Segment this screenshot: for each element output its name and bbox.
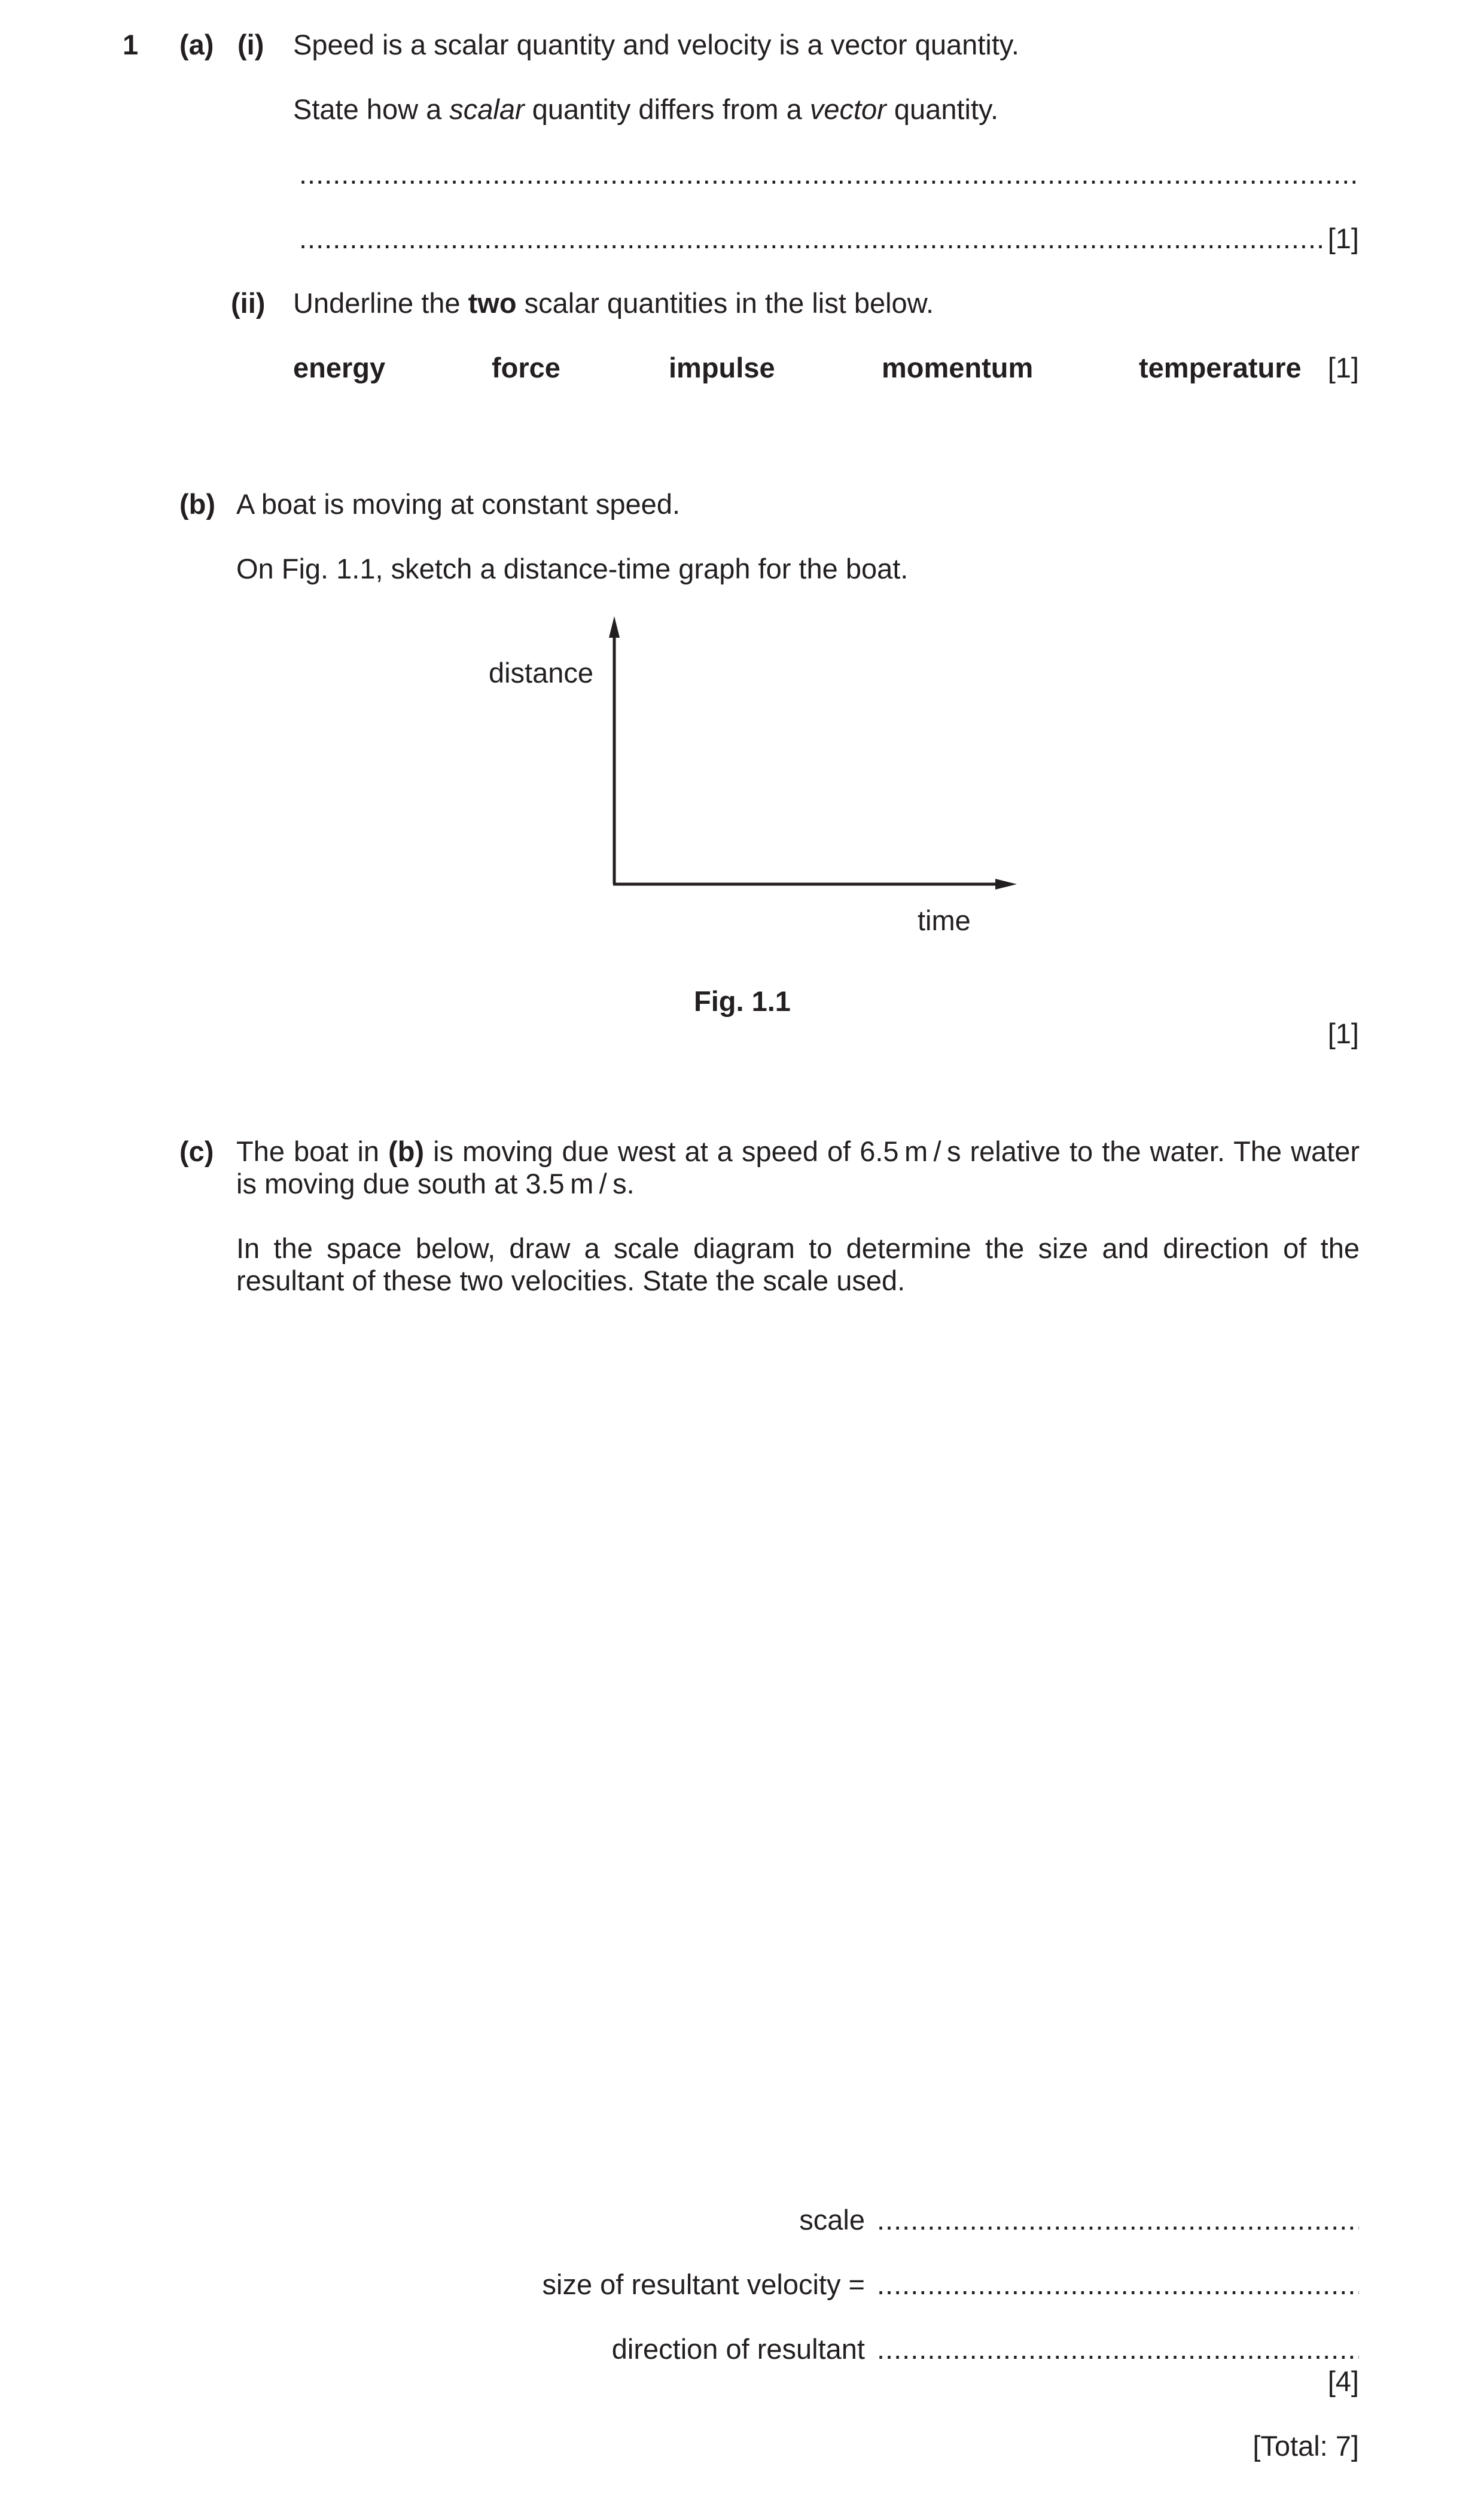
part-c-paragraph-1: The boat in (b) is moving due west at a speed of 6.5 m / s relative to the water. The water is moving due south at 3.5 m / s. bbox=[236, 1135, 1360, 1200]
option-energy[interactable]: energy bbox=[293, 352, 386, 383]
figure-caption: Fig. 1.1 bbox=[694, 985, 791, 1017]
question-number: 1 bbox=[123, 29, 139, 60]
total-marks: [Total: 7] bbox=[1253, 2430, 1359, 2462]
resultant-direction-answer-line[interactable] bbox=[877, 2333, 1359, 2365]
scale-diagram-space[interactable] bbox=[236, 1328, 1360, 2178]
graph-x-label: time bbox=[918, 905, 971, 936]
graph-y-axis bbox=[609, 616, 620, 884]
answer-line-1[interactable] bbox=[299, 158, 1359, 190]
scale-label: scale bbox=[799, 2204, 865, 2236]
part-c-marks: [4] bbox=[1327, 2365, 1359, 2397]
part-a-label: (a) bbox=[179, 29, 214, 60]
option-force[interactable]: force bbox=[492, 352, 560, 383]
part-a-ii-marks: [1] bbox=[1327, 352, 1359, 383]
resultant-size-answer-line[interactable] bbox=[877, 2268, 1359, 2301]
part-b-line1: A boat is moving at constant speed. bbox=[236, 488, 681, 520]
part-a-i-marks: [1] bbox=[1327, 223, 1359, 254]
part-a-ii-instruction: Underline the two scalar quantities in the list below. bbox=[293, 287, 934, 319]
graph-x-axis bbox=[613, 879, 1017, 890]
y-axis-arrowhead-icon bbox=[609, 616, 620, 638]
option-temperature[interactable]: temperature bbox=[1139, 352, 1302, 383]
part-a-i-label: (i) bbox=[237, 29, 264, 60]
part-a-i-statement: Speed is a scalar quantity and velocity is a vector quantity. bbox=[293, 29, 1019, 60]
part-a-ii-label: (ii) bbox=[231, 287, 266, 319]
part-b-label: (b) bbox=[179, 488, 216, 520]
resultant-direction-label: direction of resultant bbox=[611, 2333, 865, 2365]
x-axis-arrowhead-icon bbox=[995, 879, 1017, 890]
resultant-size-label: size of resultant velocity = bbox=[542, 2268, 865, 2300]
graph-y-label: distance bbox=[488, 657, 593, 689]
part-a-i-question: State how a scalar quantity differs from a vector quantity. bbox=[293, 93, 999, 125]
part-c-label: (c) bbox=[179, 1135, 214, 1167]
part-b-marks: [1] bbox=[1327, 1018, 1359, 1049]
part-c-paragraph-2: In the space below, draw a scale diagram to determine the size and direction of the resultant of these two velocities. State the scale used. bbox=[236, 1232, 1360, 1297]
part-b-line2: On Fig. 1.1, sketch a distance-time graph for the boat. bbox=[236, 553, 909, 584]
option-impulse[interactable]: impulse bbox=[669, 352, 775, 383]
answer-line-2[interactable] bbox=[299, 223, 1327, 255]
scale-answer-line[interactable] bbox=[877, 2204, 1359, 2236]
option-momentum[interactable]: momentum bbox=[882, 352, 1034, 383]
